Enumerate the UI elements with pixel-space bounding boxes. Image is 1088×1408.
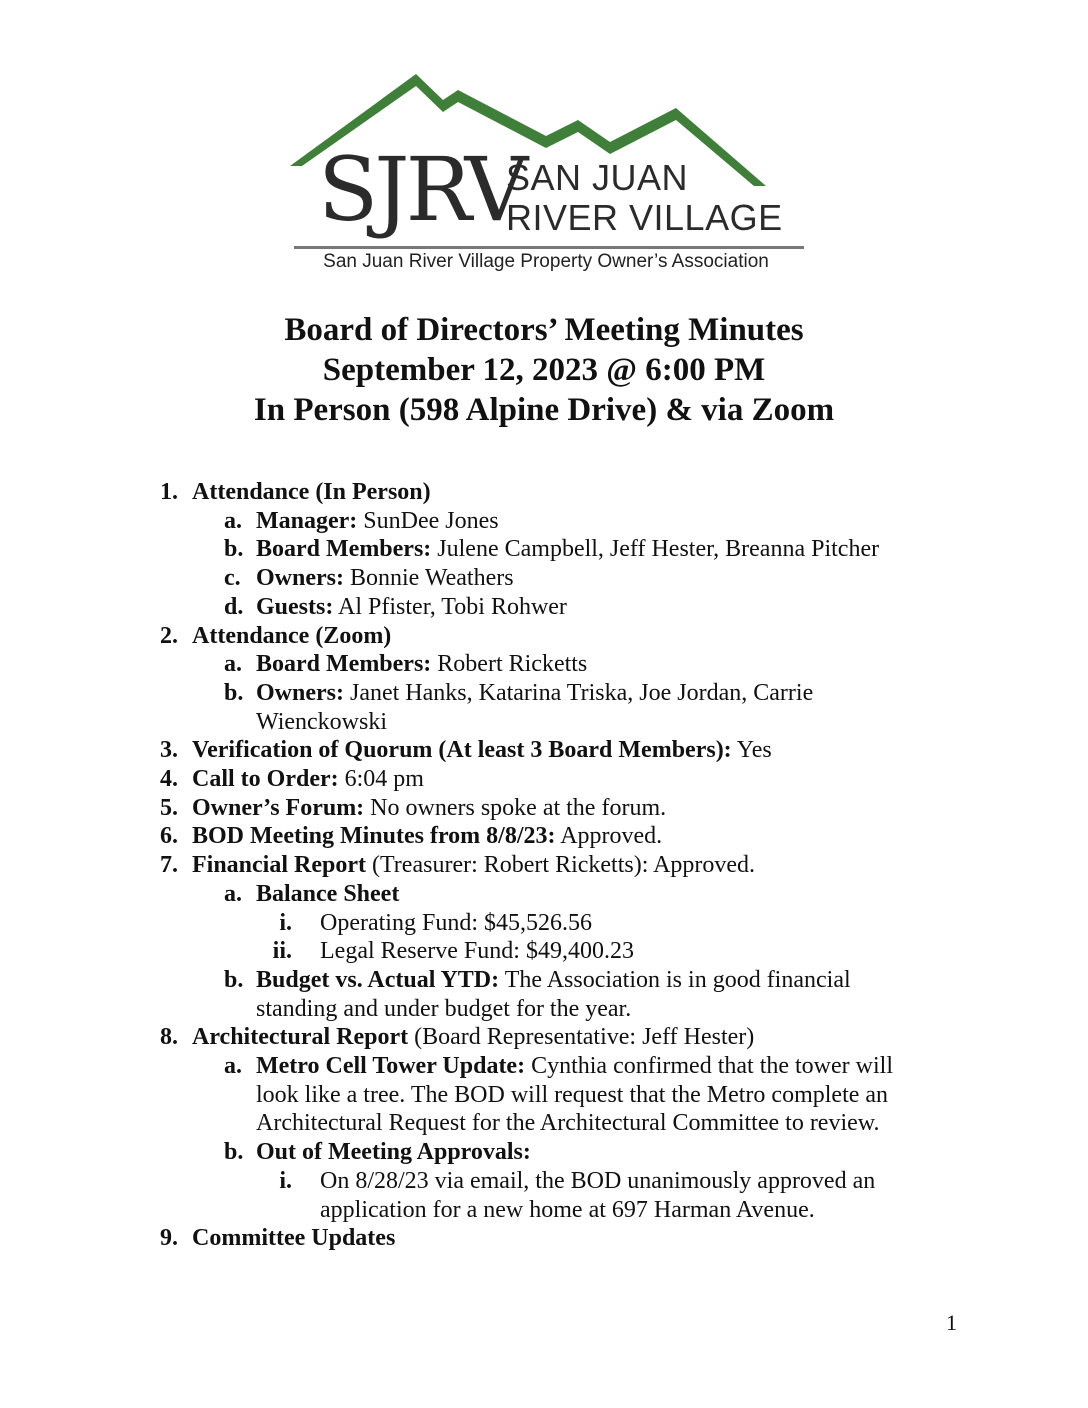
item-number: 9. [160, 1225, 178, 1252]
logo-name-line2: RIVER VILLAGE [506, 197, 783, 238]
sub-item-label: Board Members: [256, 651, 432, 678]
sub-item-label: Board Members: [256, 536, 432, 563]
sub-item-text: Robert Ricketts [431, 651, 588, 678]
sub-item-letter: b. [224, 679, 244, 706]
item-number: 3. [160, 737, 178, 764]
sub-item-letter: d. [224, 593, 244, 620]
item-text: No owners spoke at the forum. [364, 794, 667, 821]
sub-item-letter: a. [224, 507, 242, 534]
sub-sub-item [0, 1167, 1088, 1224]
sub-item [0, 535, 1088, 564]
sub-item-text: Cynthia confirmed that the tower will look like a tree. The BOD will request that the Metro complete an Architectural Request for the Architectural Committee to review. [256, 1053, 893, 1137]
item-heading: BOD Meeting Minutes from 8/8/23: [192, 823, 556, 850]
item-number: 2. [160, 622, 178, 649]
item-number: 4. [160, 766, 178, 793]
list-item [0, 765, 1088, 794]
sub-item-letter: b. [224, 966, 244, 993]
sub-item-text: Al Pfister, Tobi Rohwer [333, 593, 567, 620]
sub-sub-item [0, 937, 1088, 966]
sub-item-letter: b. [224, 536, 244, 563]
sub-item-text: Bonnie Weathers [343, 565, 514, 592]
item-text: Yes [731, 737, 772, 764]
item-heading: Verification of Quorum (At least 3 Board Members): [192, 737, 732, 764]
sub-item [0, 1138, 1088, 1167]
list-item [0, 794, 1088, 823]
sub-sub-item-numeral: ii. [272, 938, 292, 965]
sub-item-label: Metro Cell Tower Update: [256, 1053, 526, 1080]
list-item [0, 478, 1088, 507]
sub-sub-item-text: On 8/28/23 via email, the BOD unanimously approved an application for a new home at 697 Harman Avenue. [320, 1167, 876, 1223]
sub-item-label: Balance Sheet [256, 880, 400, 907]
item-heading: Owner’s Forum: [192, 794, 365, 821]
meeting-date: September 12, 2023 @ 6:00 PM [322, 352, 766, 388]
sub-sub-item-text: Operating Fund: $45,526.56 [320, 909, 592, 936]
item-heading: Attendance (In Person) [192, 479, 431, 505]
sub-sub-item-numeral: i. [279, 909, 292, 936]
item-heading: Committee Updates [192, 1225, 396, 1252]
logo-divider [294, 246, 804, 249]
list-item [0, 822, 1088, 851]
sub-item-letter: c. [224, 565, 241, 592]
item-number: 5. [160, 794, 178, 821]
item-text: 6:04 pm [338, 766, 424, 793]
item-heading: Architectural Report [192, 1024, 409, 1051]
item-heading: Financial Report [192, 852, 366, 879]
item-number: 7. [160, 852, 178, 879]
list-item [0, 736, 1088, 765]
sub-item-letter: a. [224, 651, 242, 678]
sub-item-text: Janet Hanks, Katarina Triska, Joe Jordan, Carrie Wienckowski [256, 679, 814, 735]
item-text: (Board Representative: Jeff Hester) [408, 1024, 755, 1051]
meeting-location: In Person (598 Alpine Drive) & via Zoom [253, 392, 835, 428]
logo-monogram: SJRV [318, 138, 525, 241]
logo-subtitle: San Juan River Village Property Owner’s Association [323, 251, 769, 272]
sub-item [0, 966, 1088, 1023]
item-number: 1. [160, 479, 178, 505]
sub-item-label: Out of Meeting Approvals: [256, 1139, 531, 1166]
sub-item-text: SunDee Jones [357, 507, 499, 534]
item-number: 8. [160, 1024, 178, 1051]
document-title: Board of Directors’ Meeting Minutes [284, 312, 804, 348]
item-text: Approved. [555, 823, 663, 850]
item-heading: Attendance (Zoom) [192, 622, 392, 649]
sub-item-label: Owners: [256, 565, 344, 592]
item-text: (Treasurer: Robert Ricketts): Approved. [366, 852, 756, 879]
list-item [0, 1023, 1088, 1052]
item-number: 6. [160, 823, 178, 850]
sub-item-text: The Association is in good financial standing and under budget for the year. [256, 966, 851, 1022]
item-heading: Call to Order: [192, 766, 339, 793]
sub-item [0, 1052, 1088, 1138]
minutes-list [0, 478, 1088, 1253]
sjrv-logo [288, 68, 808, 278]
page-number: 1 [946, 1310, 957, 1335]
sub-item [0, 650, 1088, 679]
sub-item-label: Manager: [256, 507, 358, 534]
sub-item-text: Julene Campbell, Jeff Hester, Breanna Pitcher [431, 536, 880, 563]
list-item [0, 1224, 1088, 1253]
sub-item [0, 880, 1088, 909]
sub-sub-item [0, 909, 1088, 938]
sub-item [0, 593, 1088, 622]
sub-sub-item-text: Legal Reserve Fund: $49,400.23 [320, 938, 634, 965]
list-item [0, 622, 1088, 651]
logo-name-line1: SAN JUAN [506, 157, 689, 198]
sub-item [0, 507, 1088, 536]
sub-item-letter: a. [224, 880, 242, 907]
sub-item-label: Guests: [256, 593, 334, 620]
list-item [0, 851, 1088, 880]
sub-sub-item-numeral: i. [279, 1167, 292, 1194]
sub-item [0, 679, 1088, 736]
sub-item-letter: b. [224, 1139, 244, 1166]
sub-item [0, 564, 1088, 593]
sub-item-letter: a. [224, 1053, 242, 1080]
sub-item-label: Budget vs. Actual YTD: [256, 966, 500, 993]
sub-item-label: Owners: [256, 679, 344, 706]
